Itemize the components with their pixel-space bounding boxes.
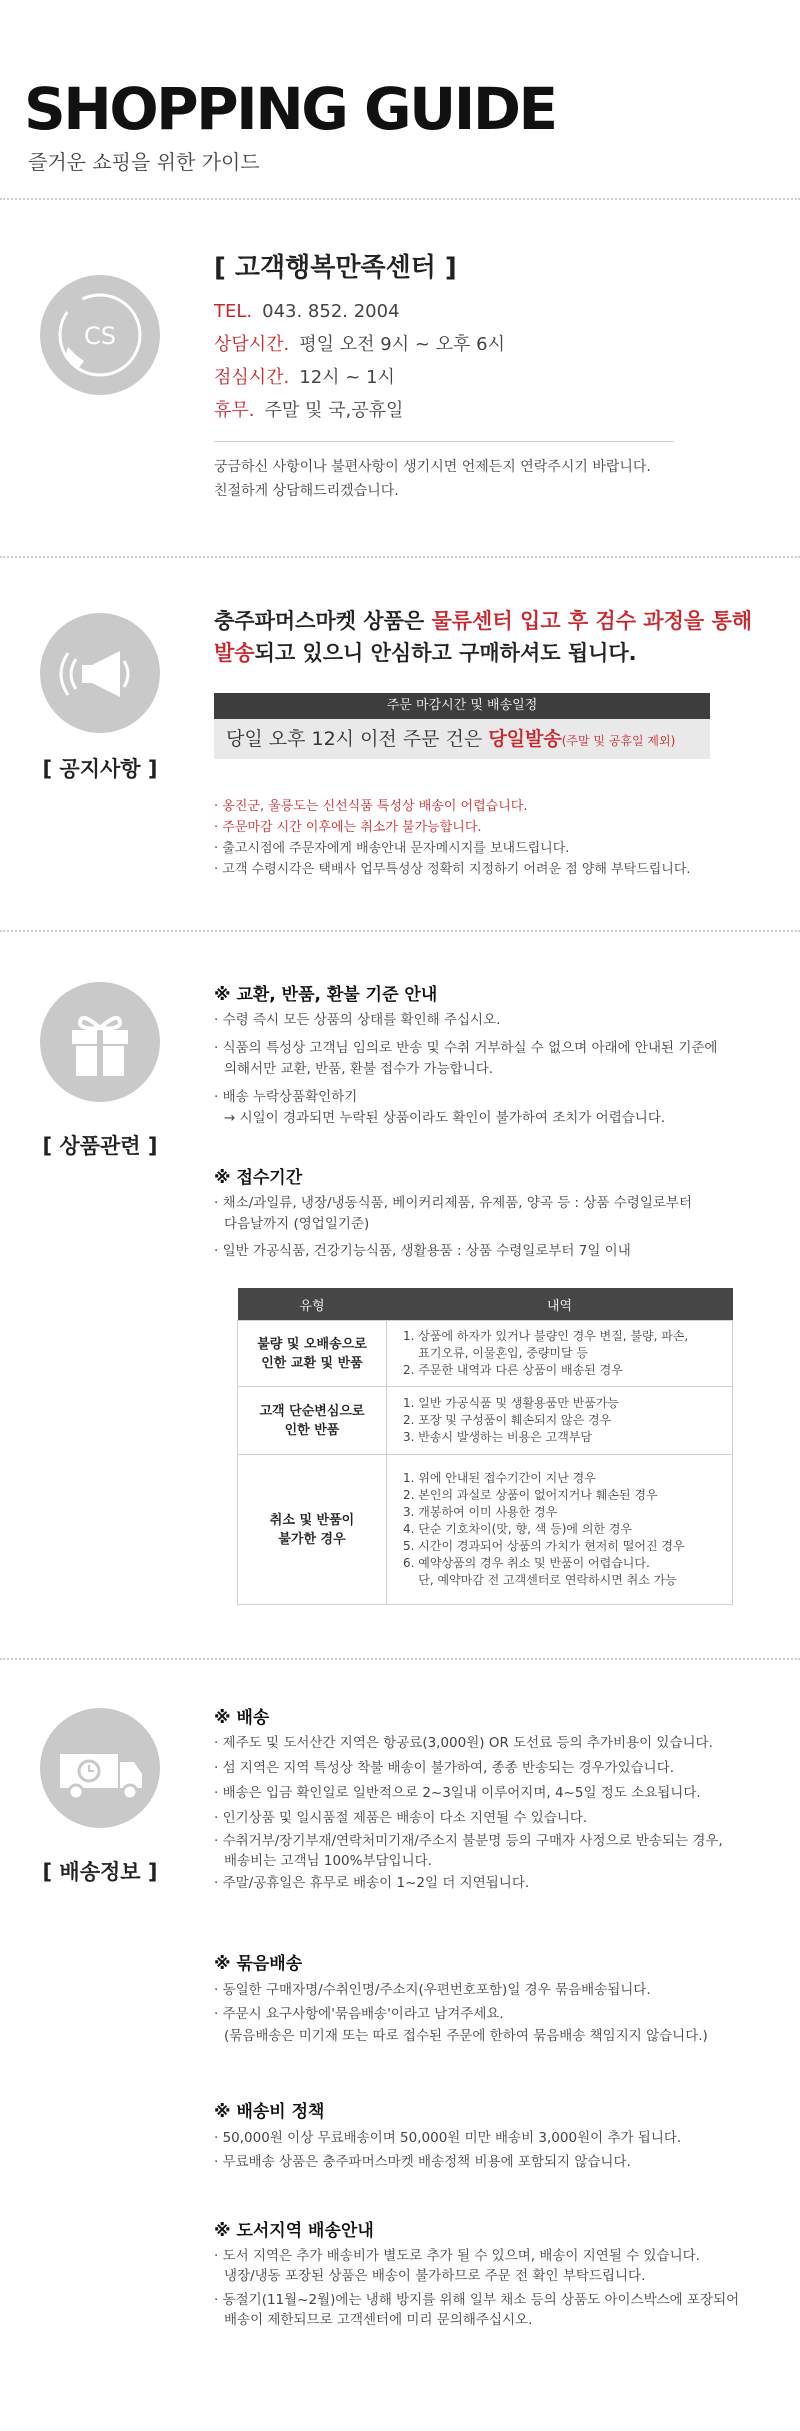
cs-value: 12시 ~ 1시 [299,367,395,388]
fee-title: ※ 배송비 정책 [214,2102,325,2122]
fee-list [214,2126,681,2174]
section-divider [0,930,800,932]
fee-line: · 무료배송 상품은 충주파머스마켓 배송정책 비용에 포함되지 않습니다. [214,2154,631,2170]
deadline-box [214,719,710,759]
page-subtitle: 즐거운 쇼핑을 위한 가이드 [28,150,260,174]
gift-icon [40,982,160,1102]
cs-key: 상담시간. [214,334,290,355]
bundle-list [214,1978,708,2046]
megaphone-icon [40,613,160,733]
table-header-row [238,1288,733,1321]
cs-key: 점심시간. [214,367,290,388]
cs-info-row [214,303,505,336]
shipping-line: · 배송은 입금 확인일로 일반적으로 2~3일내 이루어지며, 4~5일 정도 소요됩니다. [214,1785,701,1801]
island-line: · 도서 지역은 추가 배송비가 별도로 추가 될 수 있으며, 배송이 지연될 수 있습니다. [214,2248,700,2264]
cs-note-line: 궁금하신 사항이나 불편사항이 생기시면 언제든지 연락주시기 바랍니다. [214,459,651,475]
bundle-title: ※ 묶음배송 [214,1954,303,1974]
notice-bullet: · 고객 수령시각은 택배사 업무특성상 정확히 지정하기 어려운 점 양해 부탁드립니다. [214,862,691,877]
exchange-line: → 시일이 경과되면 누락된 상품이라도 확인이 불가하여 조치가 어렵습니다. [224,1110,666,1126]
cs-icon-text: CS [84,322,116,350]
exchange-title: ※ 교환, 반품, 환불 기준 안내 [214,985,438,1005]
truck-icon [40,1708,160,1828]
island-line: 배송이 제한되므로 고객센터에 미리 문의해주십시오. [224,2312,533,2328]
shipping-line: · 수취거부/장기부재/연락처미기재/주소지 불분명 등의 구매자 사정으로 반송되는 경우, [214,1833,723,1849]
table-detail-cell: 1. 일반 가공식품 및 생활용품만 반품가능 2. 포장 및 구성품이 훼손되지 않은 경우 3. 반송시 발생하는 비용은 고객부담 [387,1387,733,1455]
shipping-line: 배송비는 고객님 100%부담입니다. [224,1853,432,1869]
cs-rule [214,441,674,442]
section-divider [0,198,800,200]
cs-info [214,303,505,435]
table-row [238,1321,733,1387]
delivery-label: [ 배송정보 ] [42,1860,158,1884]
exchange-line: 의해서만 교환, 반품, 환불 접수가 가능합니다. [224,1061,494,1077]
notice-bullet: · 옹진군, 울릉도는 신선식품 특성상 배송이 어렵습니다. [214,799,528,814]
island-line: · 동절기(11월~2월)에는 냉해 방지를 위해 일부 채소 등의 상품도 아이스박스에 포장되어 [214,2292,740,2308]
table-type-cell: 취소 및 반품이 불가한 경우 [238,1455,387,1605]
cs-phone-icon [40,275,160,395]
notice-bullet: · 출고시점에 주문자에게 배송안내 문자메시지를 보내드립니다. [214,841,570,856]
cs-note [214,455,651,503]
notice-headline-red: 발송 [214,641,255,665]
notice-headline-text: 되고 있으니 안심하고 구매하셔도 됩니다. [254,641,637,665]
bundle-line: · 주문시 요구사항에'묶음배송'이라고 남겨주세요. [214,2006,504,2022]
shipping-list [214,1731,723,1896]
notice-headline [214,605,754,669]
deadline-highlight: 당일발송 [488,728,562,750]
section-divider [0,556,800,558]
deadline-note: (주말 및 공휴일 제외) [561,734,676,748]
table-detail-cell: 1. 위에 안내된 접수기간이 지난 경우 2. 본인의 과실로 상품이 없어지거나 훼손된 경우 3. 개봉하여 이미 사용한 경우 4. 단순 기호차이(맛, 향, 색 등)에 의한 경우 5. 시간이 경과되어 상품의 가치가 현저히 떨어진 경우 6. 예약상품의 경우 취소 및 반품이 어렵습니다. 단, 예약마감 전 고객센터로 연락하시면 취소 가능 [387,1455,733,1605]
table-detail-cell: 1. 상품에 하자가 있거나 불량인 경우 변질, 불량, 파손, 표기오류, 이물혼입, 중량미달 등 2. 주문한 내역과 다른 상품이 배송된 경우 [387,1321,733,1387]
cs-note-line: 친절하게 상담해드리겠습니다. [214,483,399,499]
shipping-line: · 주말/공휴일은 휴무로 배송이 1~2일 더 지연됩니다. [214,1875,530,1891]
period-line: · 채소/과일류, 냉장/냉동식품, 베이커리제품, 유제품, 양곡 등 : 상품 수령일로부터 [214,1195,692,1211]
table-type-cell: 불량 및 오배송으로 인한 교환 및 반품 [238,1321,387,1387]
shipping-line: · 섬 지역은 지역 특성상 착불 배송이 불가하여, 종종 반송되는 경우가있습니다. [214,1760,675,1776]
shipping-title: ※ 배송 [214,1708,270,1728]
cs-value: 평일 오전 9시 ~ 오후 6시 [299,334,505,355]
cs-info-row [214,369,505,402]
island-title: ※ 도서지역 배송안내 [214,2221,374,2241]
cs-heading: [ 고객행복만족센터 ] [214,253,457,283]
table-row [238,1387,733,1455]
deadline-bar: 주문 마감시간 및 배송일정 [214,693,710,719]
fee-line: · 50,000원 이상 무료배송이며 50,000원 미만 배송비 3,000원이 추가 됩니다. [214,2130,682,2146]
period-list [214,1193,692,1262]
island-list [214,2246,739,2330]
notice-headline-text: 충주파머스마켓 상품은 [214,609,432,633]
table-header: 유형 [238,1288,387,1321]
island-line: 냉장/냉동 포장된 상품은 배송이 불가하므로 주문 전 확인 부탁드립니다. [224,2268,646,2284]
cs-info-row [214,336,505,369]
cs-key: 휴무. [214,400,255,421]
cs-value: 043. 852. 2004 [262,301,400,322]
exchange-line: · 수령 즉시 모든 상품의 상태를 확인해 주십시오. [214,1012,501,1028]
bundle-line: · 동일한 구매자명/수취인명/주소지(우편번호포함)일 경우 묶음배송됩니다. [214,1982,651,1998]
page-title: SHOPPING GUIDE [24,75,556,143]
cs-value: 주말 및 국,공휴일 [264,400,404,421]
deadline-text: 당일 오후 12시 이전 주문 건은 [226,728,489,750]
period-line: 다음날까지 (영업일기준) [224,1216,370,1232]
exchange-list [214,1010,717,1129]
exchange-line: · 배송 누락상품확인하기 [214,1089,358,1105]
notice-bullets [214,796,691,880]
bundle-line: (묶음배송은 미기재 또는 따로 접수된 주문에 한하여 묶음배송 책임지지 않습니다.) [224,2028,708,2044]
period-title: ※ 접수기간 [214,1168,303,1188]
period-line: · 일반 가공식품, 건강기능식품, 생활용품 : 상품 수령일로부터 7일 이내 [214,1243,631,1259]
exchange-line: · 식품의 특성상 고객님 임의로 반송 및 수취 거부하실 수 없으며 아래에 안내된 기준에 [214,1040,718,1056]
notice-label: [ 공지사항 ] [42,757,158,781]
table-row [238,1455,733,1605]
table-header: 내역 [387,1288,733,1321]
section-divider [0,1658,800,1660]
cs-info-row [214,402,505,435]
cs-key: TEL. [214,301,253,322]
product-label: [ 상품관련 ] [42,1134,158,1158]
notice-bullet: · 주문마감 시간 이후에는 취소가 불가능합니다. [214,820,482,835]
shipping-line: · 제주도 및 도서산간 지역은 항공료(3,000원) OR 도선료 등의 추가비용이 있습니다. [214,1735,713,1751]
policy-table [237,1288,733,1605]
notice-headline-red: 물류센터 입고 후 검수 과정을 통해 [431,609,753,633]
shipping-line: · 인기상품 및 일시품절 제품은 배송이 다소 지연될 수 있습니다. [214,1810,588,1826]
table-type-cell: 고객 단순변심으로 인한 반품 [238,1387,387,1455]
